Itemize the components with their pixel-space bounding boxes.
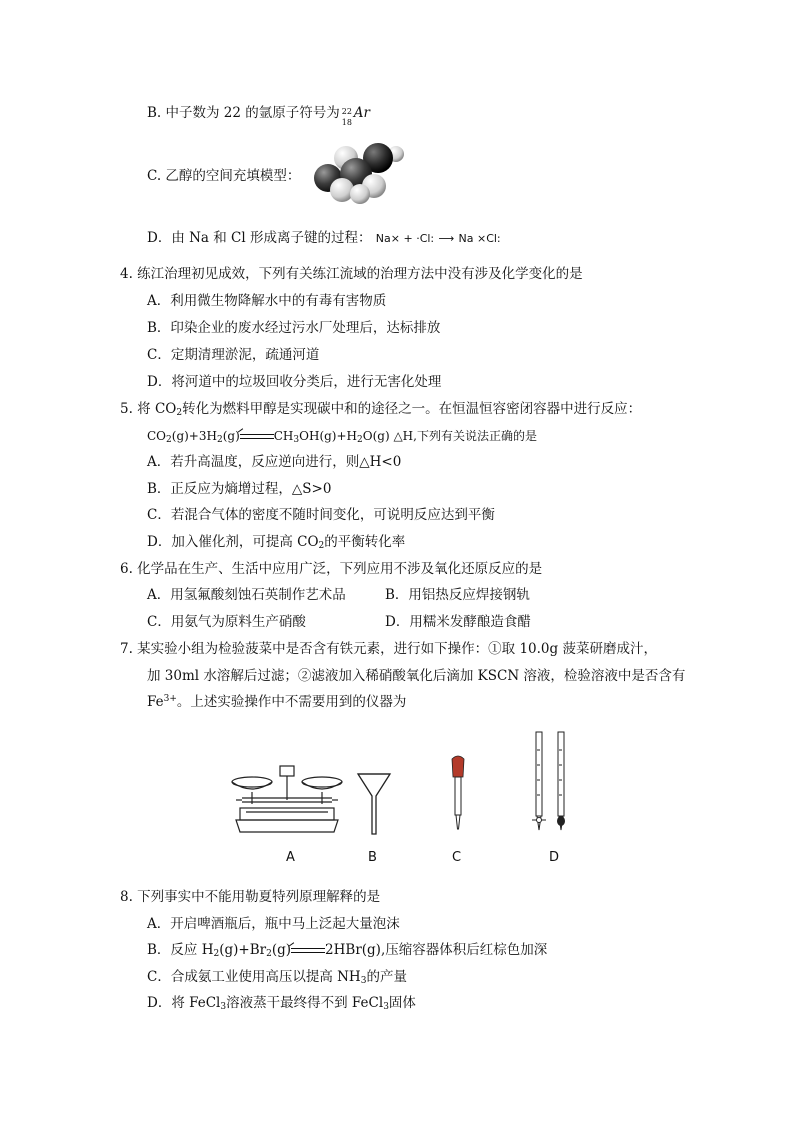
q5-option-a: A．若升高温度，反应逆向进行，则△H<0 — [147, 454, 402, 470]
q7-stem-line1: 7. 某实验小组为检验菠菜中是否含有铁元素，进行如下操作：①取 10.0g 菠菜研磨成汁， — [120, 641, 657, 657]
q5-option-c: C．若混合气体的密度不随时间变化，可说明反应达到平衡 — [147, 507, 495, 523]
q3-option-c: C. 乙醇的空间充填模型： — [147, 168, 301, 184]
q5-option-b: B．正反应为熵增过程，△S>0 — [147, 481, 332, 497]
q6-stem: 6. 化学品在生产、生活中应用广泛，下列应用不涉及氧化还原反应的是 — [120, 561, 543, 577]
q6-option-a: A．用氢氟酸刻蚀石英制作艺术品 — [147, 587, 346, 603]
q4-option-d: D．将河道中的垃圾回收分类后，进行无害化处理 — [147, 374, 442, 390]
equilibrium-arrow-icon — [291, 946, 325, 956]
equilibrium-arrow-icon — [240, 432, 274, 442]
dropper-icon — [448, 755, 468, 831]
q5-option-d: D．加入催化剂，可提高 $CO_2$的平衡转化率 — [147, 534, 406, 551]
q4-option-c: C．定期清理淤泥，疏通河道 — [147, 347, 320, 363]
q8-option-b: B．反应 $H_2(g)+Br_2(g)$ 2HBr(g),压缩容器体积后红棕色加深 — [147, 942, 548, 959]
q7-stem-line2: 加 30ml 水溶解后过滤；②滤液加入稀硝酸氧化后滴加 KSCN 溶液，检验溶液中是否含有 — [147, 668, 686, 684]
q3-option-b: B. 中子数为 22 的氩原子符号为 22 18 Ar — [147, 105, 370, 127]
q4-option-a: A．利用微生物降解水中的有毒有害物质 — [147, 293, 387, 309]
apparatus-label-a: A — [286, 850, 295, 865]
funnel-icon — [356, 770, 392, 836]
apparatus-label-c: C — [452, 850, 462, 865]
q6-option-b: B．用铝热反应焊接钢轨 — [385, 587, 530, 603]
q4-option-b: B．印染企业的废水经过污水厂处理后，达标排放 — [147, 320, 441, 336]
apparatus-label-d: D — [549, 850, 560, 865]
ethanol-space-filling-model — [312, 140, 412, 204]
apparatus-label-b: B — [368, 850, 377, 865]
q8-option-c: C．合成氨工业使用高压以提高 $NH_3$的产量 — [147, 969, 407, 986]
isotope-notation: 22 18 — [341, 106, 352, 127]
q7-stem-line3: $Fe^{3+}$。上述实验操作中不需要用到的仪器为 — [147, 694, 407, 710]
q3-option-d: D．由 Na 和 Cl 形成离子键的过程： Na× + ·Cl: ⟶ Na ×Cl: — [147, 230, 501, 246]
burette-icon — [528, 730, 578, 842]
balance-scale-icon — [228, 752, 346, 838]
q6-option-d: D．用糯米发酵酿造食醋 — [385, 614, 531, 630]
q5-stem: 5. 将 $CO_2$转化为燃料甲醇是实现碳中和的途径之一。在恒温恒容密闭容器中进行反应： — [120, 401, 642, 418]
q8-stem: 8. 下列事实中不能用勒夏特列原理解释的是 — [120, 889, 381, 905]
q8-option-d: D．将 FeCl$_3$溶液蒸干最终得不到 FeCl$_3$固体 — [147, 995, 416, 1012]
q8-option-a: A．开启啤酒瓶后，瓶中马上泛起大量泡沫 — [147, 916, 400, 932]
q4-stem: 4. 练江治理初见成效，下列有关练江流域的治理方法中没有涉及化学变化的是 — [120, 266, 583, 282]
q5-equation: $CO_2(g)+3H_2(g)$ $CH_3OH(g)+H_2O(g)$ △H,下列有关说法正确的是 — [147, 429, 537, 445]
reaction-arrow-icon: ⟶ — [438, 232, 455, 245]
q6-option-c: C．用氨气为原料生产硝酸 — [147, 614, 306, 630]
